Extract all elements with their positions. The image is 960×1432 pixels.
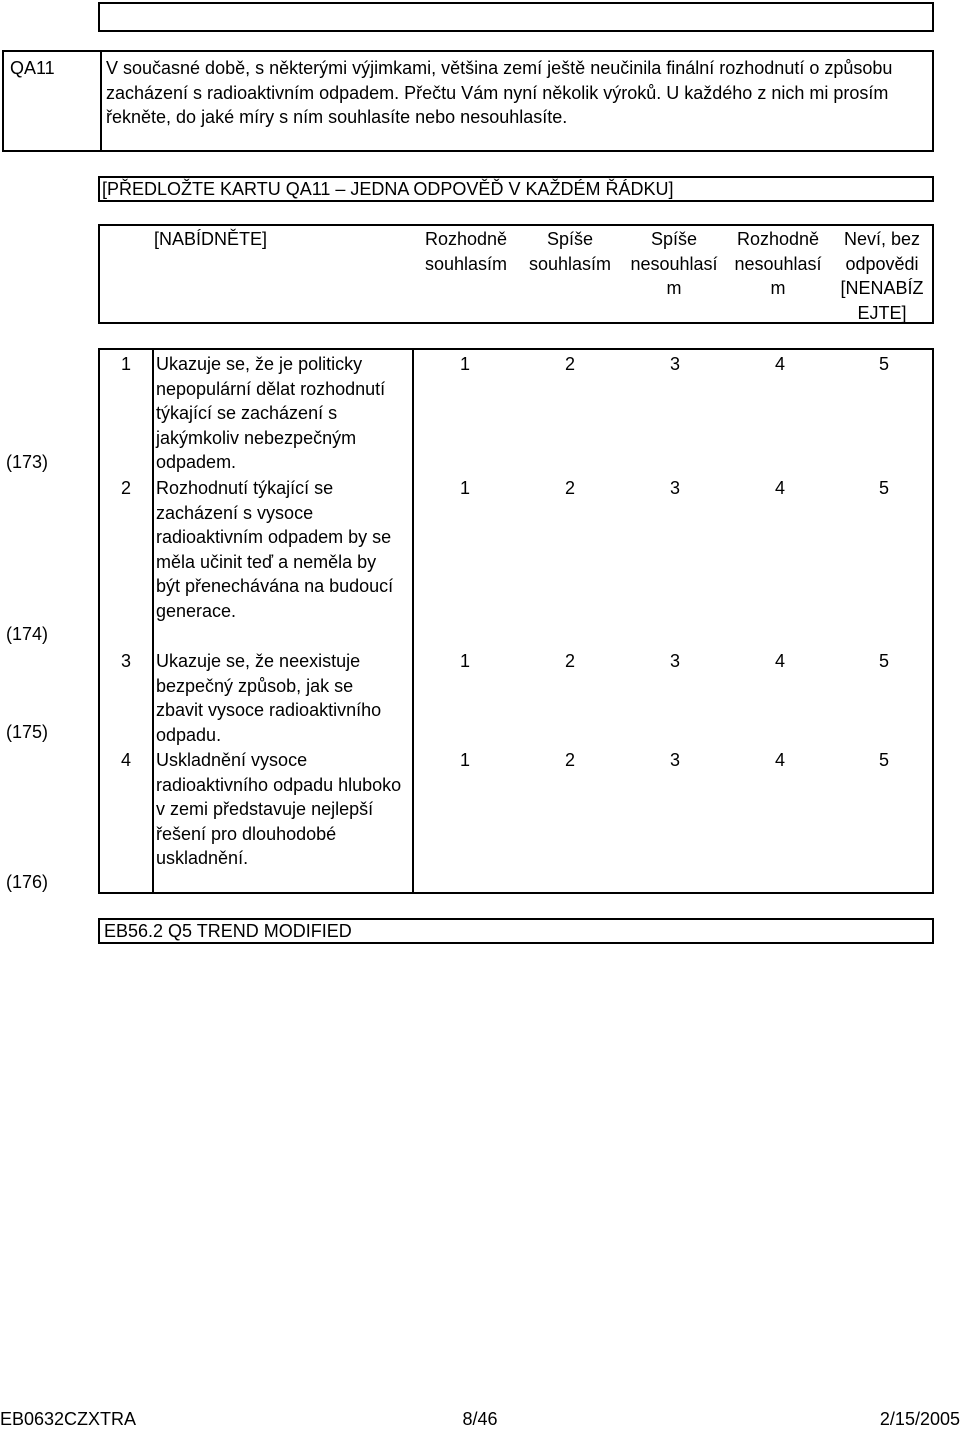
- option-3[interactable]: 3: [669, 354, 680, 374]
- option-4[interactable]: 4: [774, 354, 785, 374]
- scale-dont-know: Neví, bez odpovědi [NENABÍZ EJTE]: [840, 229, 924, 323]
- variable-code: (174): [6, 624, 49, 644]
- item-statement: Uskladnění vysoce radioaktivního odpadu hluboko v zemi představuje nejlepší řešení pro dlouhodobé uskladnění.: [156, 750, 402, 868]
- item-statement: Ukazuje se, že neexistuje bezpečný způsob, jak se zbavit vysoce radioaktivního odpadu.: [156, 651, 382, 745]
- scale-strongly-disagree: Rozhodně nesouhlasí m: [734, 229, 822, 298]
- option-1[interactable]: 1: [459, 478, 470, 498]
- option-2[interactable]: 2: [564, 750, 575, 770]
- trend-note: EB56.2 Q5 TREND MODIFIED: [104, 921, 352, 941]
- option-5[interactable]: 5: [878, 651, 889, 671]
- option-5[interactable]: 5: [878, 750, 889, 770]
- option-3[interactable]: 3: [669, 750, 680, 770]
- top-empty-box: [98, 2, 934, 32]
- option-4[interactable]: 4: [774, 651, 785, 671]
- question-text: V současné době, s některými výjimkami, většina zemí ještě neučinila finální rozhodnutí o způsobu zacházení s radioaktivním odpadem. Přečtu Vám nyní několik výroků. U každého z nich mi prosím řekněte, do jaké míry s ním souhlasíte nebo nesouhlasíte.: [106, 58, 893, 127]
- option-3[interactable]: 3: [669, 651, 680, 671]
- footer-document-id: EB0632CZXTRA: [0, 1409, 137, 1429]
- instruction-box: [98, 176, 934, 202]
- variable-code: (175): [6, 722, 49, 742]
- option-1[interactable]: 1: [459, 354, 470, 374]
- option-1[interactable]: 1: [459, 750, 470, 770]
- question-divider: [100, 52, 102, 150]
- items-text-divider: [412, 350, 414, 892]
- option-1[interactable]: 1: [459, 651, 470, 671]
- option-4[interactable]: 4: [774, 478, 785, 498]
- item-number: 1: [120, 354, 131, 374]
- item-number: 4: [120, 750, 131, 770]
- items-box: [98, 348, 934, 894]
- items-number-divider: [152, 350, 154, 892]
- option-5[interactable]: 5: [878, 354, 889, 374]
- footer-page-number: 8/46: [462, 1409, 498, 1429]
- option-2[interactable]: 2: [564, 651, 575, 671]
- item-statement: Rozhodnutí týkající se zacházení s vysoce radioaktivním odpadem by se měla učinit teď a neměla by být přenechávána na budoucí generace.: [156, 478, 394, 621]
- question-box: [2, 50, 934, 152]
- item-statement: Ukazuje se, že je politicky nepopulární dělat rozhodnutí týkající se zacházení s jakýmkoliv nebezpečným odpadem.: [156, 354, 386, 472]
- question-id: QA11: [10, 58, 55, 78]
- footer-date: 2/15/2005: [879, 1409, 960, 1429]
- instruction-text: [PŘEDLOŽTE KARTU QA11 – JEDNA ODPOVĚĎ V KAŽDÉM ŘÁDKU]: [102, 179, 674, 199]
- answer-scale-header: [98, 224, 934, 324]
- option-2[interactable]: 2: [564, 354, 575, 374]
- scale-strongly-agree: Rozhodně souhlasím: [424, 229, 508, 274]
- option-3[interactable]: 3: [669, 478, 680, 498]
- option-4[interactable]: 4: [774, 750, 785, 770]
- item-number: 2: [120, 478, 131, 498]
- variable-code: (173): [6, 452, 49, 472]
- variable-code: (176): [6, 872, 49, 892]
- trend-note-box: [98, 918, 934, 944]
- scale-tend-disagree: Spíše nesouhlasí m: [630, 229, 718, 298]
- option-5[interactable]: 5: [878, 478, 889, 498]
- scale-tend-agree: Spíše souhlasím: [528, 229, 612, 274]
- offer-label: [NABÍDNĚTE]: [154, 229, 268, 249]
- item-number: 3: [120, 651, 131, 671]
- option-2[interactable]: 2: [564, 478, 575, 498]
